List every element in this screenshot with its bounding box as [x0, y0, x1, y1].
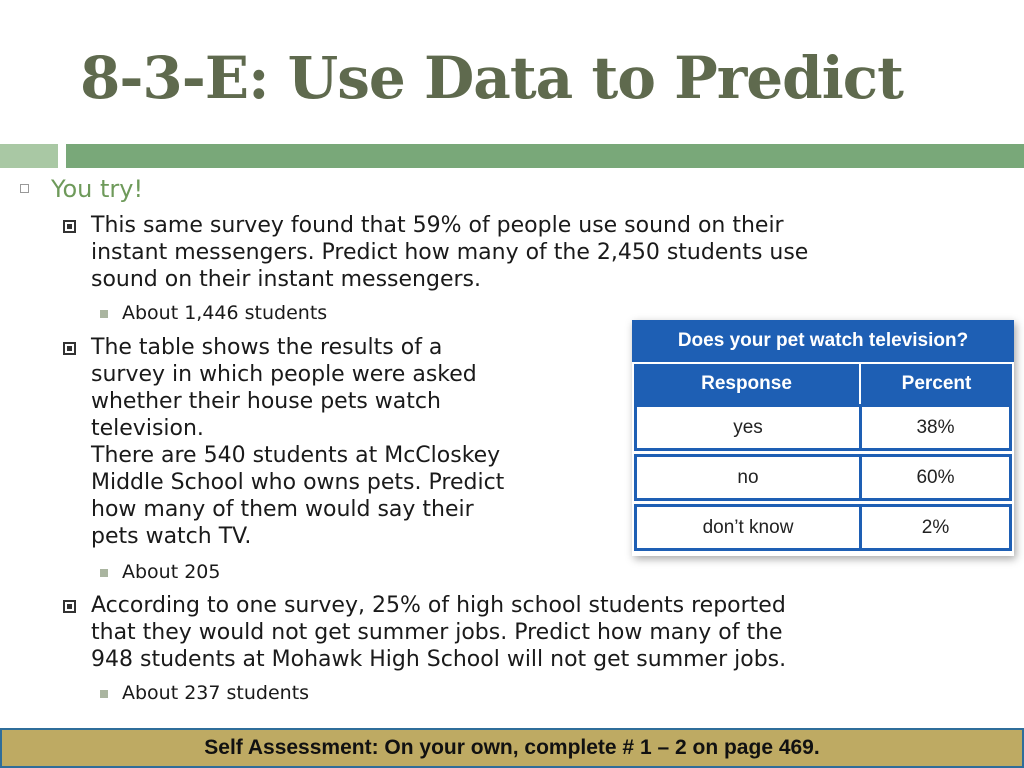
- question-line: sound on their instant messengers.: [91, 267, 481, 292]
- square-bullet-icon: [63, 600, 76, 613]
- answer-1: About 1,446 students: [122, 302, 328, 324]
- table-cell-percent: 60%: [859, 454, 1012, 501]
- hollow-square-bullet-icon: [20, 184, 29, 193]
- question-line: According to one survey, 25% of high school students reported: [91, 593, 786, 618]
- question-line: instant messengers. Predict how many of the 2,450 students use: [91, 240, 809, 265]
- title-band-accent: [0, 144, 58, 168]
- small-square-bullet-icon: [100, 690, 108, 698]
- question-1: [91, 212, 808, 293]
- title-band: [66, 144, 1024, 168]
- self-assessment-banner: Self Assessment: On your own, complete # 1 – 2 on page 469.: [0, 728, 1024, 768]
- table-cell-percent: 2%: [859, 504, 1012, 551]
- small-square-bullet-icon: [100, 569, 108, 577]
- question-line: pets watch TV.: [91, 524, 252, 549]
- table-cell-percent: 38%: [859, 404, 1012, 451]
- question-line: There are 540 students at McCloskey: [91, 443, 501, 468]
- table-header-percent: Percent: [861, 364, 1012, 404]
- table-cell-response: no: [634, 454, 862, 501]
- question-line: whether their house pets watch: [91, 389, 441, 414]
- square-bullet-icon: [63, 342, 76, 355]
- table-title: Does your pet watch television?: [632, 320, 1014, 362]
- question-line: how many of them would say their: [91, 497, 474, 522]
- question-line: Middle School who owns pets. Predict: [91, 470, 505, 495]
- pet-tv-survey-table: [632, 320, 1014, 556]
- answer-2: About 205: [122, 561, 221, 583]
- slide-title: 8-3-E: Use Data to Predict: [80, 44, 903, 112]
- table-cell-response: yes: [634, 404, 862, 451]
- question-line: that they would not get summer jobs. Predict how many of the: [91, 620, 783, 645]
- question-line: The table shows the results of a: [91, 335, 443, 360]
- level1-item: [20, 172, 143, 206]
- question-line: 948 students at Mohawk High School will not get summer jobs.: [91, 647, 787, 672]
- small-square-bullet-icon: [100, 310, 108, 318]
- question-line: survey in which people were asked: [91, 362, 477, 387]
- answer-3: About 237 students: [122, 682, 310, 704]
- square-bullet-icon: [63, 220, 76, 233]
- table-cell-response: don’t know: [634, 504, 862, 551]
- question-line: television.: [91, 416, 204, 441]
- question-2: [91, 334, 504, 550]
- question-3: [91, 592, 786, 673]
- question-line: This same survey found that 59% of people use sound on their: [91, 213, 784, 238]
- table-header-response: Response: [634, 364, 859, 404]
- level1-text: You try!: [51, 175, 144, 203]
